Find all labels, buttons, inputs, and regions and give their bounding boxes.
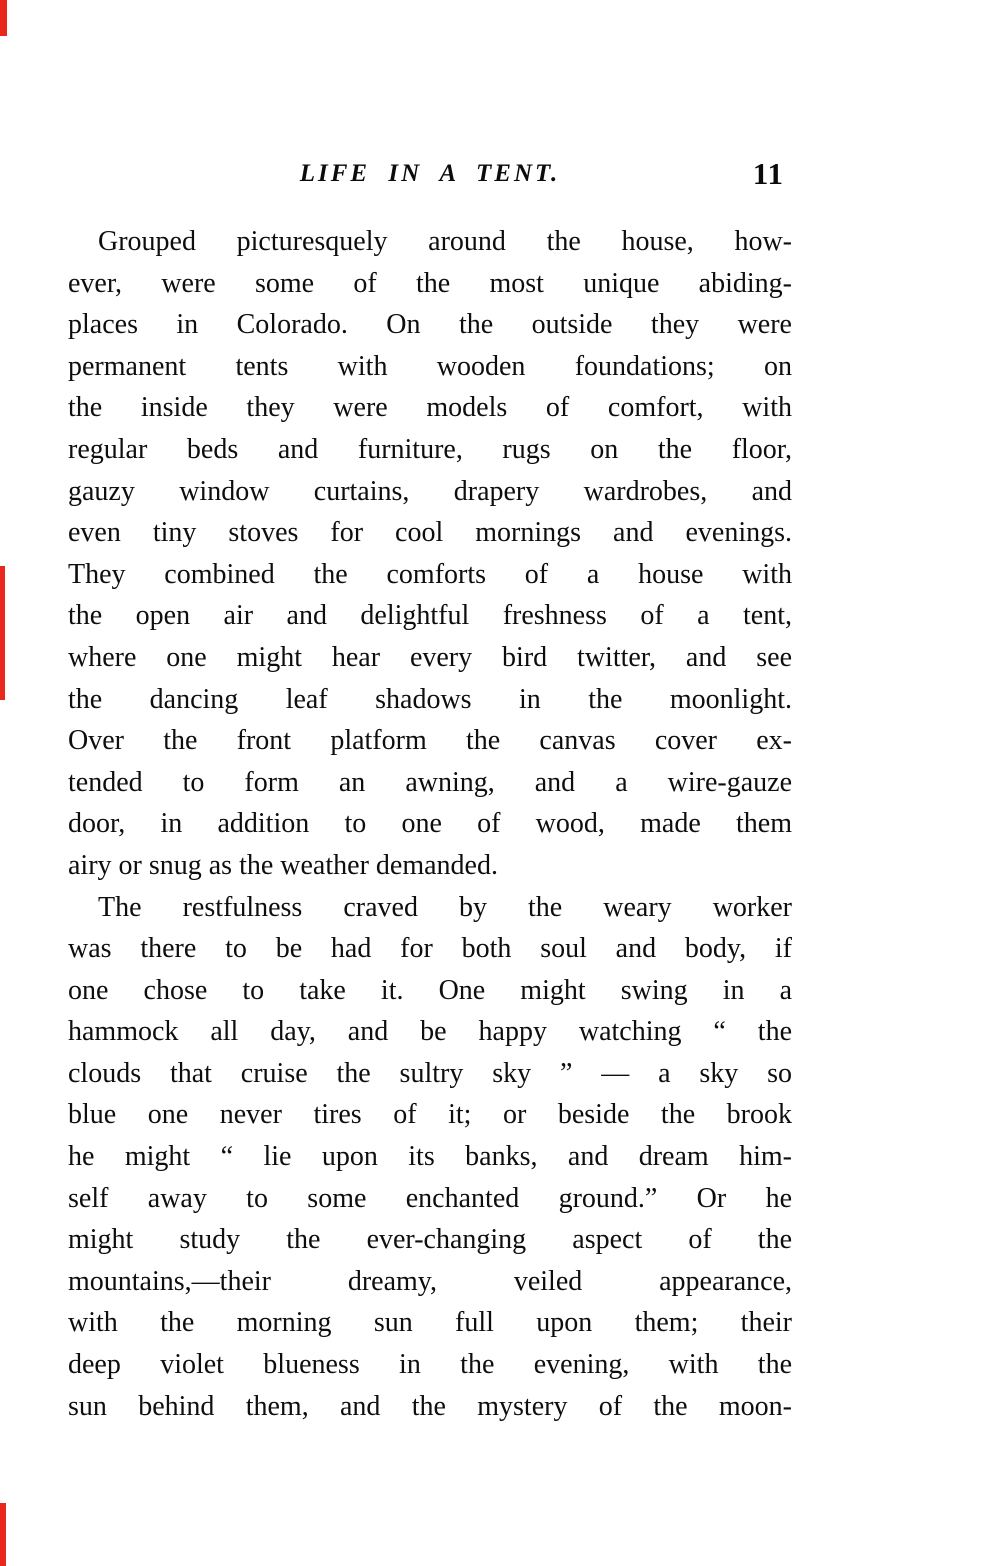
text-line: places in Colorado. On the outside they were <box>68 309 792 341</box>
text-line: door, in addition to one of wood, made them <box>68 808 792 840</box>
text-line: one chose to take it. One might swing in a <box>68 974 792 1006</box>
text-line: with the morning sun full upon them; their <box>68 1307 792 1339</box>
text-line: regular beds and furniture, rugs on the floor, <box>68 433 792 465</box>
text-line: the dancing leaf shadows in the moonlight. <box>68 683 792 715</box>
text-line: the inside they were models of comfort, with <box>68 392 792 424</box>
text-line: airy or snug as the weather demanded. <box>68 849 498 881</box>
scan-artifact-bottom <box>0 1503 6 1566</box>
text-line: permanent tents with wooden foundations; on <box>68 350 792 382</box>
scan-artifact-top <box>0 0 7 36</box>
chapter-title: LIFE IN A TENT. <box>299 160 561 187</box>
text-line: ever, were some of the most unique abiding- <box>68 267 792 299</box>
text-line: even tiny stoves for cool mornings and evenings. <box>68 517 792 549</box>
text-line: mountains,—their dreamy, veiled appearance, <box>68 1265 792 1297</box>
text-line: The restfulness craved by the weary worker <box>98 891 792 923</box>
text-line: Over the front platform the canvas cover ex- <box>68 725 792 757</box>
text-line: the open air and delightful freshness of a tent, <box>68 600 792 632</box>
text-line: he might “ lie upon its banks, and dream him- <box>68 1141 792 1173</box>
text-line: tended to form an awning, and a wire-gauze <box>68 766 792 798</box>
scan-artifact-middle <box>0 566 5 700</box>
page-body <box>68 221 792 1427</box>
text-line: was there to be had for both soul and body, if <box>68 933 792 965</box>
running-header <box>68 156 792 200</box>
text-line: self away to some enchanted ground.” Or he <box>68 1182 792 1214</box>
text-line: They combined the comforts of a house with <box>68 558 792 590</box>
text-line: Grouped picturesquely around the house, how- <box>98 226 792 257</box>
text-line: blue one never tires of it; or beside the brook <box>68 1099 792 1131</box>
text-line: sun behind them, and the mystery of the moon- <box>68 1390 792 1422</box>
text-line: clouds that cruise the sultry sky ” — a sky so <box>68 1057 792 1089</box>
text-line: where one might hear every bird twitter, and see <box>68 641 792 673</box>
text-line: hammock all day, and be happy watching “ the <box>68 1016 792 1048</box>
text-line: might study the ever-changing aspect of the <box>68 1224 792 1256</box>
page-number: 11 <box>752 156 784 191</box>
text-line: gauzy window curtains, drapery wardrobes, and <box>68 475 792 507</box>
text-line: deep violet blueness in the evening, with the <box>68 1349 792 1381</box>
